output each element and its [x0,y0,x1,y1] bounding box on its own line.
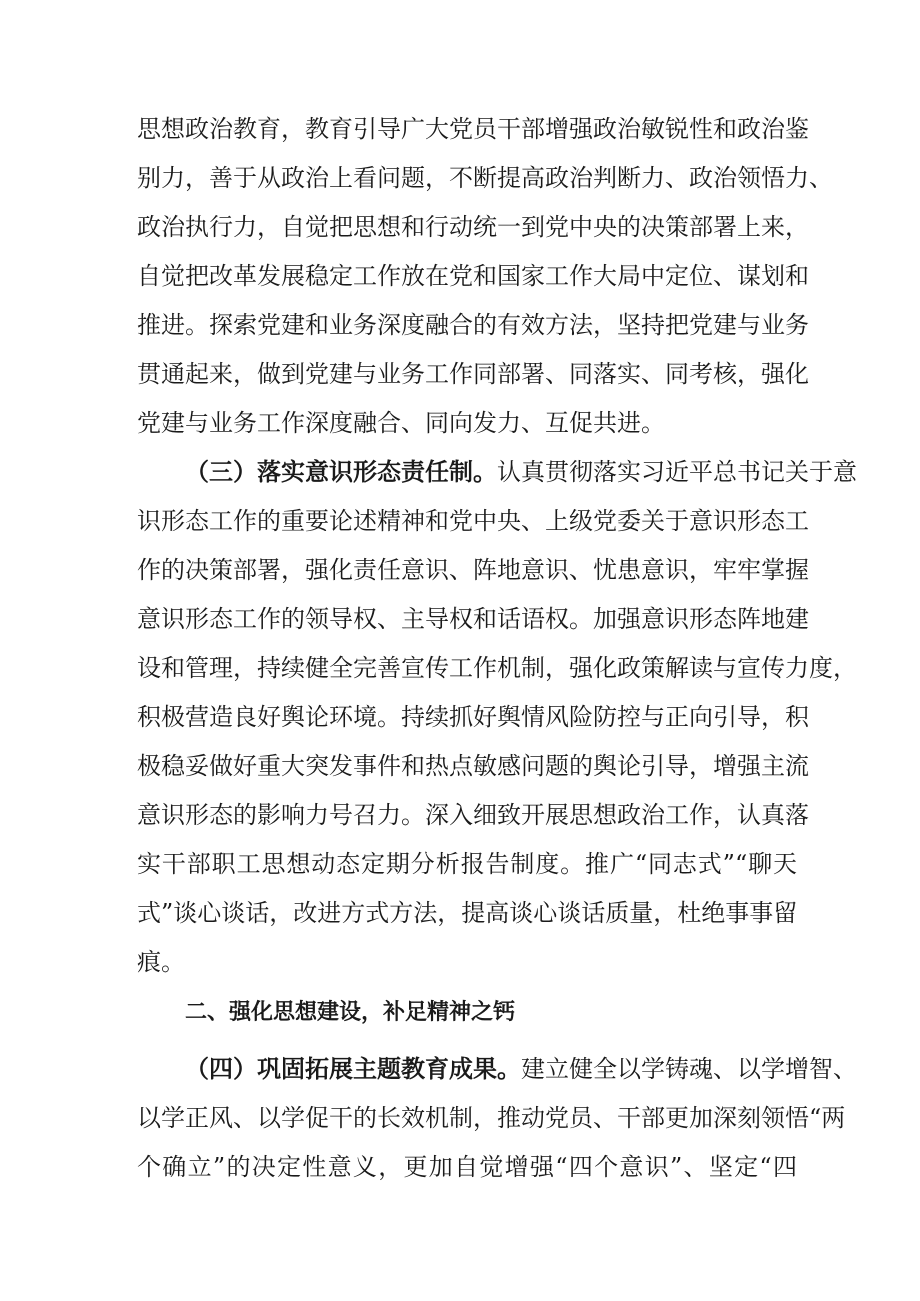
paragraph-1-line-2: 别力，善于从政治上看问题，不断提高政治判断力、政治领悟力、 [137,164,833,192]
paragraph-3-title: （四）巩固拓展主题教育成果。 [185,1055,521,1083]
paragraph-1-line-1: 思想政治教育，教育引导广大党员干部增强政治敏锐性和政治鉴 [137,115,809,143]
paragraph-2-title: （三）落实意识形态责任制。 [185,458,497,486]
paragraph-2-line-4: 意识形态工作的领导权、主导权和话语权。加强意识形态阵地建 [137,605,809,633]
section-heading: 二、强化思想建设，补足精神之钙 [185,1000,516,1025]
paragraph-1-line-3: 政治执行力，自觉把思想和行动统一到党中央的决策部署上来， [137,213,809,241]
paragraph-2-line-8: 意识形态的影响力号召力。深入细致开展思想政治工作，认真落 [137,801,809,829]
paragraph-1-line-7: 党建与业务工作深度融合、同向发力、互促共进。 [137,409,665,437]
paragraph-2-line-6: 积极营造良好舆论环境。持续抓好舆情风险防控与正向引导，积 [137,703,809,731]
paragraph-2-line-7: 极稳妥做好重大突发事件和热点敏感问题的舆论引导，增强主流 [137,752,809,780]
paragraph-1-line-5: 推进。探索党建和业务深度融合的有效方法，坚持把党建与业务 [137,311,809,339]
paragraph-2-line-11: 痕。 [137,948,185,976]
paragraph-2-line-3: 作的决策部署，强化责任意识、阵地意识、忧患意识，牢牢掌握 [137,556,809,584]
paragraph-3-first-line-rest: 建立健全以学铸魂、以学增智、 [521,1055,857,1083]
paragraph-2-line-10: 式”谈心谈话，改进方式方法，提高谈心谈话质量，杜绝事事留 [137,899,798,927]
paragraph-2-line-5: 设和管理，持续健全完善宣传工作机制，强化政策解读与宣传力度， [137,654,857,682]
paragraph-1-line-4: 自觉把改革发展稳定工作放在党和国家工作大局中定位、谋划和 [137,262,809,290]
paragraph-3-line-1 [185,1053,857,1085]
paragraph-2-line-1 [185,456,857,488]
paragraph-2-line-2: 识形态工作的重要论述精神和党中央、上级党委关于意识形态工 [137,507,809,535]
paragraph-3-line-3: 个确立”的决定性意义，更加自觉增强“四个意识”、坚定“四 [137,1153,797,1181]
paragraph-1-line-6: 贯通起来，做到党建与业务工作同部署、同落实、同考核，强化 [137,360,809,388]
paragraph-2-line-9: 实干部职工思想动态定期分析报告制度。推广“同志式”“聊天 [137,850,797,878]
paragraph-2-first-line-rest: 认真贯彻落实习近平总书记关于意 [497,458,857,486]
paragraph-3-line-2: 以学正风、以学促干的长效机制，推动党员、干部更加深刻领悟“两 [137,1104,846,1132]
